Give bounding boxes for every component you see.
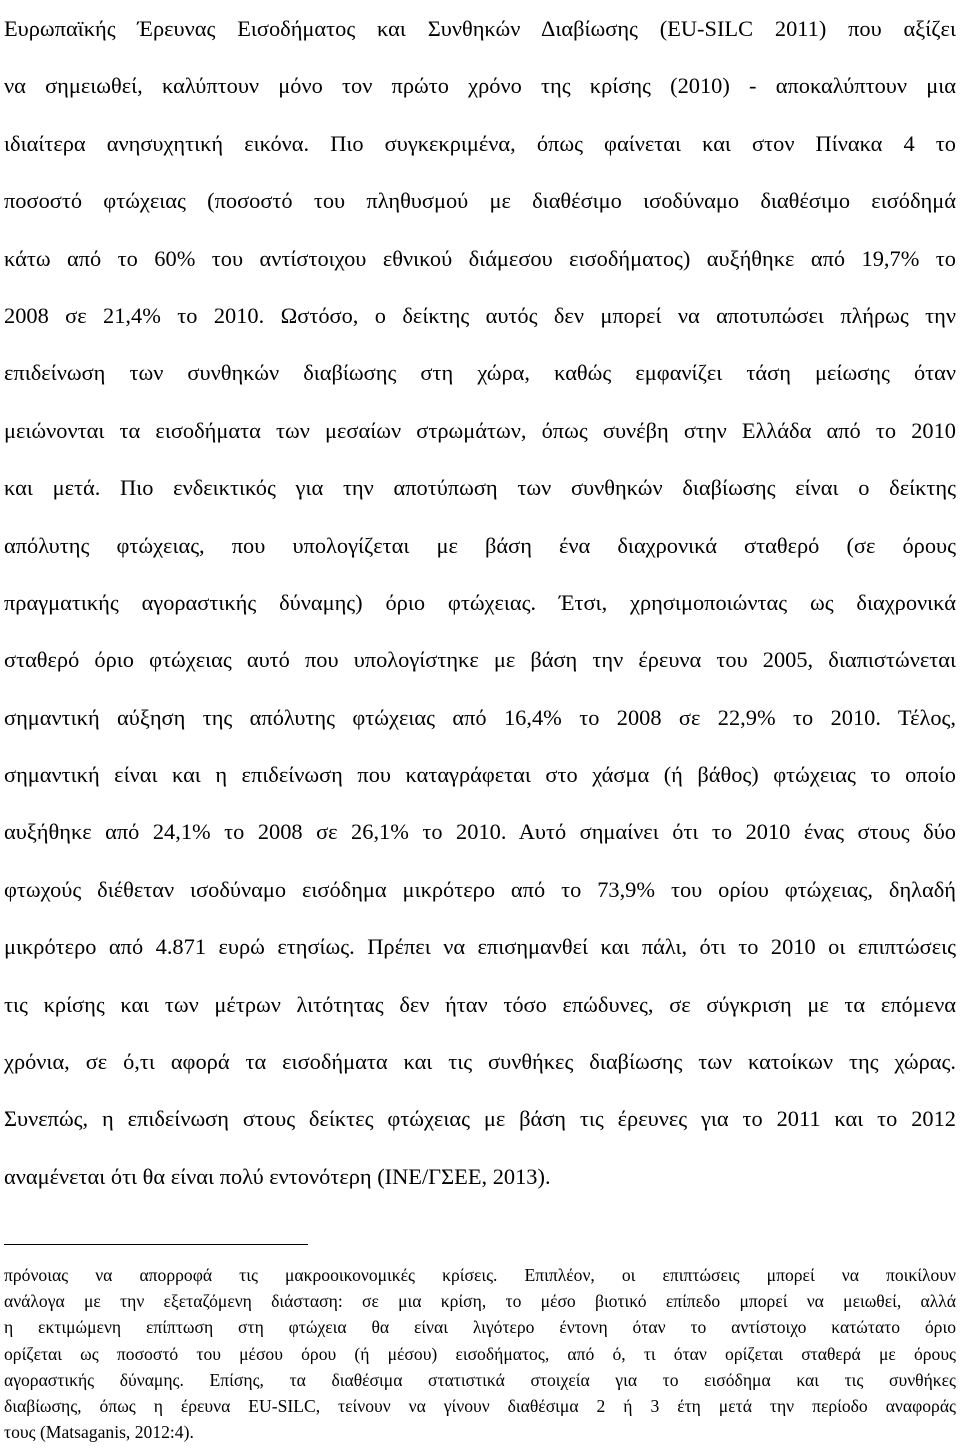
body-line: μικρότερο από 4.871 ευρώ ετησίως. Πρέπει να επισημανθεί και πάλι, ότι το 2010 οι επιπτώσεις	[4, 934, 956, 960]
footnote-separator	[4, 1244, 308, 1245]
body-line: χρόνια, σε ό,τι αφορά τα εισοδήματα και τις συνθήκες διαβίωσης των κατοίκων της χώρας.	[4, 1049, 956, 1075]
body-line: αυξήθηκε από 24,1% το 2008 σε 26,1% το 2010. Αυτό σημαίνει ότι το 2010 ένας στους δύο	[4, 819, 956, 845]
footnote	[4, 1262, 956, 1445]
body-line: ποσοστό φτώχειας (ποσοστό του πληθυσμού με διαθέσιμο ισοδύναμο διαθέσιμο εισόδημά	[4, 188, 956, 214]
body-line: μειώνονται τα εισοδήματα των μεσαίων στρωμάτων, όπως συνέβη στην Ελλάδα από το 2010	[4, 417, 956, 443]
footnote-line: η εκτιμώμενη επίπτωση στη φτώχεια θα είναι λιγότερο έντονη όταν το αντίστοιχο κατώτατο όριο	[4, 1317, 956, 1338]
footnote-line: πρόνοιας να απορροφά τις μακροοικονομικές κρίσεις. Επιπλέον, οι επιπτώσεις μπορεί να ποικίλουν	[4, 1265, 956, 1285]
body-line: απόλυτης φτώχειας, που υπολογίζεται με βάση ένα διαχρονικά σταθερό (σε όρους	[4, 532, 956, 558]
body-line: 2008 σε 21,4% το 2010. Ωστόσο, ο δείκτης αυτός δεν μπορεί να αποτυπώσει πλήρως την	[4, 302, 956, 328]
body-paragraph	[4, 0, 956, 1205]
body-line: να σημειωθεί, καλύπτουν μόνο τον πρώτο χρόνο της κρίσης (2010) - αποκαλύπτουν μια	[4, 73, 956, 99]
footnote-line: ορίζεται ως ποσοστό του μέσου όρου (ή μέσου) εισοδήματος, από ό, τι όταν ορίζεται σταθερά με όρους	[4, 1343, 956, 1364]
body-line: αναμένεται ότι θα είναι πολύ εντονότερη (ΙΝΕ/ΓΣΕΕ, 2013).	[4, 1163, 551, 1189]
body-line: επιδείνωση των συνθηκών διαβίωσης στη χώρα, καθώς εμφανίζει τάση μείωσης όταν	[4, 360, 956, 386]
body-line: ιδιαίτερα ανησυχητική εικόνα. Πιο συγκεκριμένα, όπως φαίνεται και στον Πίνακα 4 το	[4, 130, 956, 156]
body-line: Ευρωπαϊκής Έρευνας Εισοδήματος και Συνθηκών Διαβίωσης (EU-SILC 2011) που αξίζει	[4, 16, 956, 41]
body-line: πραγματικής αγοραστικής δύναμης) όριο φτώχειας. Έτσι, χρησιμοποιώντας ως διαχρονικά	[4, 589, 956, 615]
footnote-line: διαβίωσης, όπως η έρευνα EU-SILC, τείνουν να γίνουν διαθέσιμα 2 ή 3 έτη μετά την περίοδο αναφοράς	[4, 1395, 956, 1416]
body-line: Συνεπώς, η επιδείνωση στους δείκτες φτώχειας με βάση τις έρευνες για το 2011 και το 2012	[4, 1106, 956, 1132]
body-line: και μετά. Πιο ενδεικτικός για την αποτύπωση των συνθηκών διαβίωσης είναι ο δείκτης	[4, 475, 956, 501]
body-line: τις κρίσης και των μέτρων λιτότητας δεν ήταν τόσο επώδυνες, σε σύγκριση με τα επόμενα	[4, 991, 956, 1017]
body-line: σημαντική αύξηση της απόλυτης φτώχειας από 16,4% το 2008 σε 22,9% το 2010. Τέλος,	[4, 704, 956, 730]
footnote-line: τους (Matsaganis, 2012:4).	[4, 1422, 194, 1443]
body-line: κάτω από το 60% του αντίστοιχου εθνικού διάμεσου εισοδήματος) αυξήθηκε από 19,7% το	[4, 245, 956, 271]
body-line: φτωχούς διέθεταν ισοδύναμο εισόδημα μικρότερο από το 73,9% του ορίου φτώχειας, δηλαδή	[4, 876, 956, 902]
body-line: σημαντική είναι και η επιδείνωση που καταγράφεται στο χάσμα (ή βάθος) φτώχειας το οποίο	[4, 762, 956, 788]
footnote-line: αγοραστικής δύναμης. Επίσης, τα διαθέσιμα στατιστικά στοιχεία για το εισόδημα και τις συνθήκες	[4, 1369, 956, 1390]
body-line: σταθερό όριο φτώχειας αυτό που υπολογίστηκε με βάση την έρευνα του 2005, διαπιστώνεται	[4, 647, 956, 673]
footnote-line: ανάλογα με την εξεταζόμενη διάσταση: σε μια κρίση, το μέσο βιοτικό επίπεδο μπορεί να μειωθεί, αλλά	[4, 1291, 956, 1312]
